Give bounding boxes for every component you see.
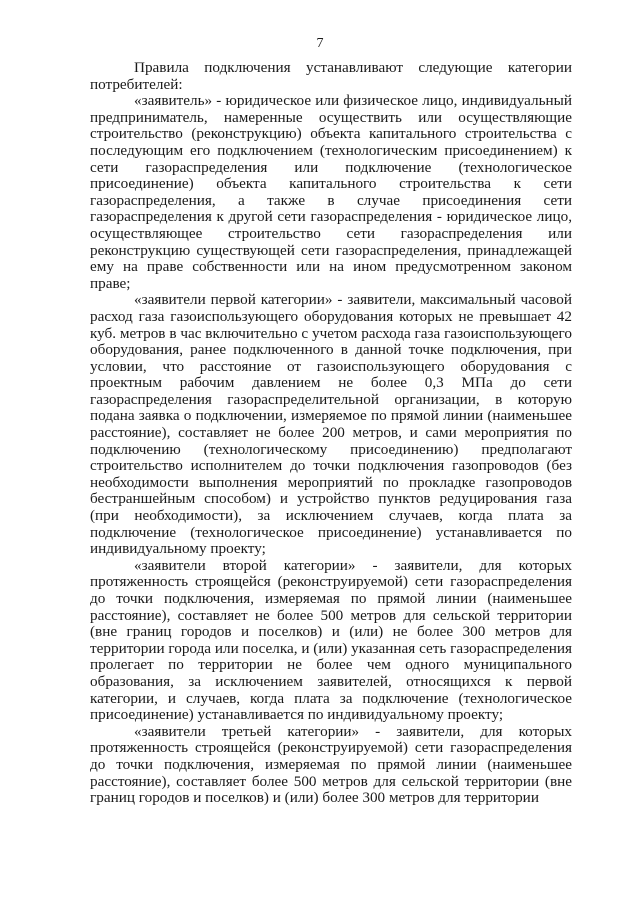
paragraph-applicant-definition: «заявитель» - юридическое или физическое лицо, индивидуальный предприниматель, намеренные осуществить или осуществляющие строительство (реконструкцию) объекта капитального строительства с последующим его подключением (технологическим присоединением) к сети газораспределения или подключение (технологическое присоединение) объекта капитального строительства к сети газораспределения, а также в случае присоединения сети газораспределения к другой сети газораспределения - юридическое лицо, осуществляющее строительство сети газораспределения или реконструкцию существующей сети газораспределения, принадлежащей ему на праве собственности или на ином предусмотренном законом праве; bbox=[90, 92, 572, 292]
document-body bbox=[90, 60, 572, 807]
page-number: 7 bbox=[316, 36, 324, 51]
paragraph-first-category: «заявители первой категории» - заявители, максимальный часовой расход газа газоиспользующего оборудования которых не превышает 42 куб. метров в час включительно с учетом расхода газа газоиспользующего оборудования, ранее подключенного в данной точке подключения, при условии, что расстояние от газоиспользующего оборудования с проектным рабочим давлением не более 0,3 МПа до сети газораспределения газораспределительной организации, в которую подана заявка о подключении, измеряемое по прямой линии (наименьшее расстояние), составляет не более 200 метров, и сами мероприятия по подключению (технологическому присоединению) предполагают строительство исполнителем до точки подключения газопроводов (без необходимости выполнения мероприятий по прокладке газопроводов бестраншейным способом) и устройство пунктов редуцирования газа (при необходимости), за исключением случаев, когда плата за подключение (технологическое присоединение) устанавливается по индивидуальному проекту; bbox=[90, 291, 572, 558]
paragraph-second-category: «заявители второй категории» - заявители, для которых протяженность строящейся (реконструируемой) сети газораспределения до точки подключения, измеряемая по прямой линии (наименьшее расстояние), составляет не более 500 метров для сельской территории (вне границ городов и поселков) и (или) не более 300 метров для территории города или поселка, и (или) указанная сеть газораспределения пролегает по территории не более чем одного муниципального образования, за исключением заявителей, относящихся к первой категории, и случаев, когда плата за подключение (технологическое присоединение) устанавливается по индивидуальному проекту; bbox=[90, 556, 572, 724]
paragraph-third-category: «заявители третьей категории» - заявители, для которых протяженность строящейся (реконструируемой) сети газораспределения до точки подключения, измеряемая по прямой линии (наименьшее расстояние), составляет более 500 метров для сельской территории (вне границ городов и поселков) и (или) более 300 метров для территории bbox=[90, 722, 572, 807]
paragraph-intro: Правила подключения устанавливают следующие категории потребителей: bbox=[90, 59, 572, 93]
